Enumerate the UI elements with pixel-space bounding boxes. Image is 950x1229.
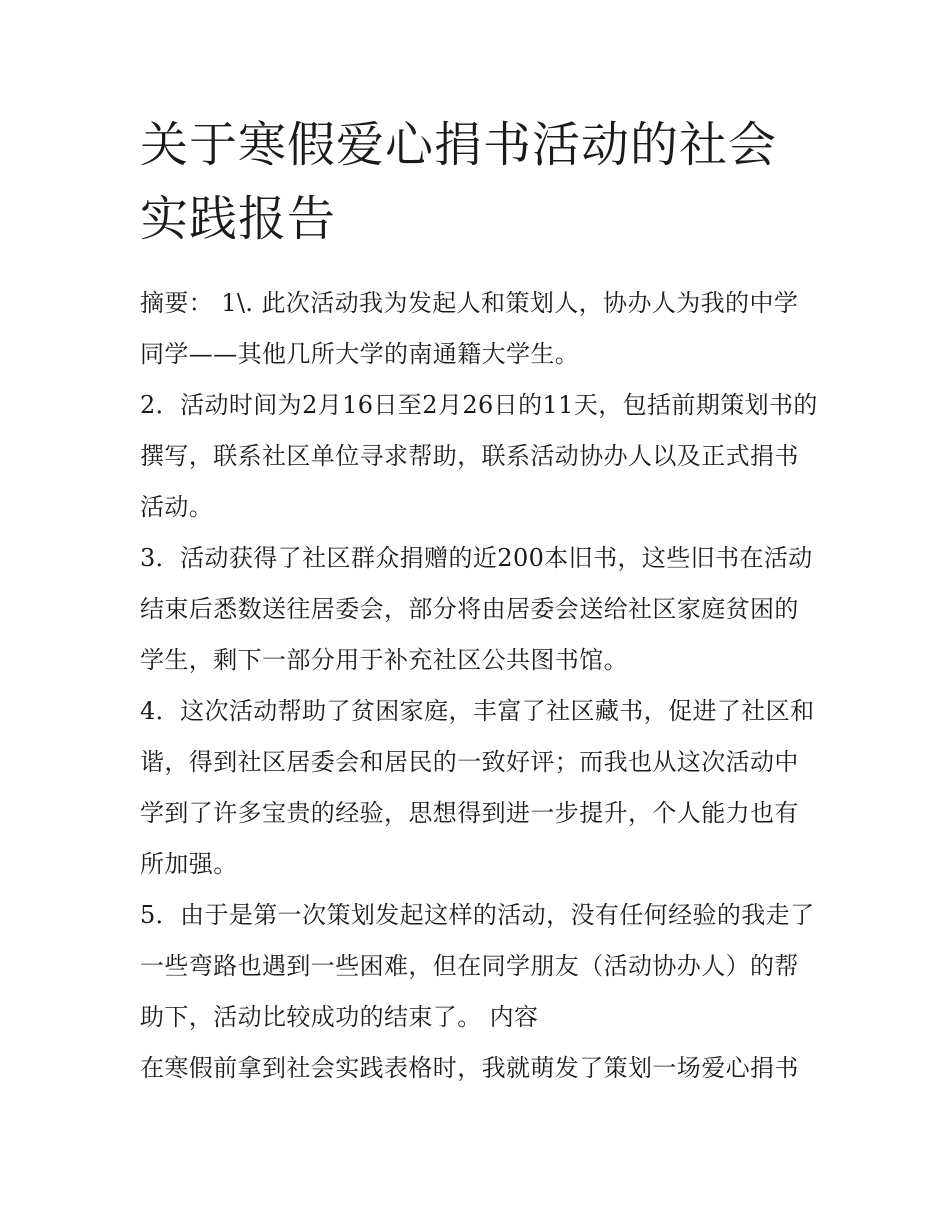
paragraph-item-3: 3．活动获得了社区群众捐赠的近200本旧书，这些旧书在活动结束后悉数送往居委会，部分将由居委会送给社区家庭贫困的学生，剩下一部分用于补充社区公共图书馆。 <box>140 544 813 674</box>
paragraph-content-start: 在寒假前拿到社会实践表格时，我就萌发了策划一场爱心捐书 <box>140 1054 799 1082</box>
document-title: 关于寒假爱心捐书活动的社会实践报告 <box>140 117 778 247</box>
paragraph-item-5: 5．由于是第一次策划发起这样的活动，没有任何经验的我走了一些弯路也遇到一些困难，但在同学朋友（活动协办人）的帮助下，活动比较成功的结束了。 内容 <box>140 901 815 1031</box>
paragraph-abstract: 摘要： 1\. 此次活动我为发起人和策划人，协办人为我的中学同学——其他几所大学的南通籍大学生。 <box>140 289 799 368</box>
paragraph-item-2: 2．活动时间为2月16日至2月26日的11天，包括前期策划书的撰写，联系社区单位寻求帮助，联系活动协办人以及正式捐书活动。 <box>140 391 818 521</box>
paragraph-item-4: 4．这次活动帮助了贫困家庭，丰富了社区藏书，促进了社区和谐，得到社区居委会和居民的一致好评；而我也从这次活动中学到了许多宝贵的经验，思想得到进一步提升，个人能力也有所加强。 <box>140 697 815 878</box>
document-body <box>140 108 820 1094</box>
